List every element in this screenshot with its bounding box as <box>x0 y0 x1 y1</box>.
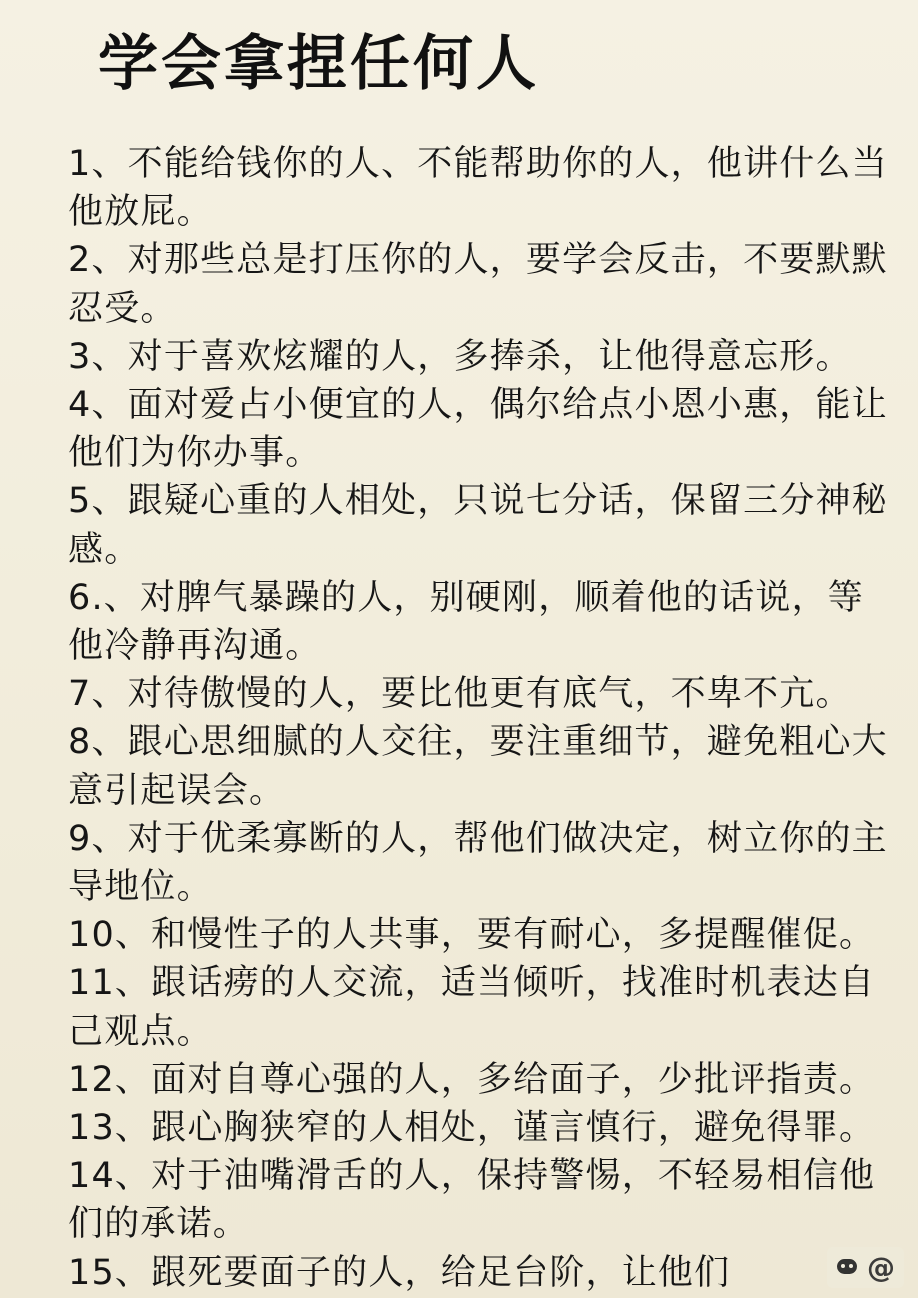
watermark-handle: @ <box>867 1251 896 1284</box>
list-item: 14、对于油嘴滑舌的人，保持警惕，不轻易相信他们的承诺。 <box>68 1156 876 1245</box>
chat-bubble-icon <box>835 1257 861 1279</box>
list-item: 10、和慢性子的人共事，要有耐心，多提醒催促。 <box>68 915 876 956</box>
page-title: 学会拿捏任何人 <box>98 29 539 99</box>
list-item: 15、跟死要面子的人，给足台阶，让他们 <box>68 1252 731 1293</box>
list-item: 1、不能给钱你的人、不能帮助你的人，他讲什么当他放屁。 <box>68 144 888 233</box>
list-item: 6.、对脾气暴躁的人，别硬刚，顺着他的话说，等他冷静再沟通。 <box>68 577 864 667</box>
list-item: 2、对那些总是打压你的人，要学会反击，不要默默忍受。 <box>68 240 888 329</box>
list-item: 7、对待傲慢的人，要比他更有底气，不卑不亢。 <box>68 674 852 715</box>
list-item: 4、面对爱占小便宜的人，偶尔给点小恩小惠，能让他们为你办事。 <box>68 385 888 474</box>
list-item: 11、跟话痨的人交流，适当倾听，找准时机表达自己观点。 <box>68 963 876 1052</box>
list-item: 3、对于喜欢炫耀的人，多捧杀，让他得意忘形。 <box>68 336 852 377</box>
list-item: 5、跟疑心重的人相处，只说七分话，保留三分神秘感。 <box>68 481 888 570</box>
tips-list <box>68 140 898 1297</box>
list-item: 12、面对自尊心强的人，多给面子，少批评指责。 <box>68 1059 876 1100</box>
list-item: 8、跟心思细腻的人交往，要注重细节，避免粗心大意引起误会。 <box>68 722 888 811</box>
list-item: 9、对于优柔寡断的人，帮他们做决定，树立你的主导地位。 <box>68 818 888 908</box>
list-item: 13、跟心胸狭窄的人相处，谨言慎行，避免得罪。 <box>68 1108 876 1149</box>
platform-watermark <box>827 1247 904 1288</box>
